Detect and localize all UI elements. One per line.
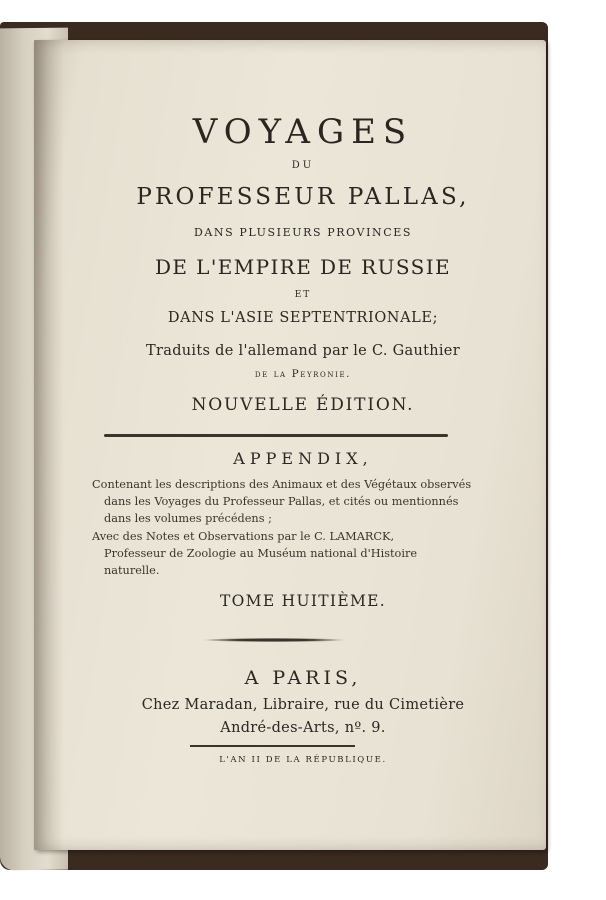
contenant-line: dans les Voyages du Professeur Pallas, et cités ou mentionnés [104, 495, 459, 509]
avec-line: Professeur de Zoologie au Muséum national d'Histoire [104, 547, 418, 561]
contenant-line: Contenant les descriptions des Animaux et des Végétaux observés [92, 478, 472, 491]
imprint-address: André-des-Arts, nº. 9. [220, 720, 386, 736]
imprint-date: L'AN II DE LA RÉPUBLIQUE. [219, 755, 387, 765]
imprint-rule [190, 745, 355, 747]
appendix-heading: APPENDIX, [233, 449, 373, 468]
edition-line: NOUVELLE ÉDITION. [191, 395, 415, 415]
ornamental-rule [204, 638, 344, 642]
title-professeur-pallas: PROFESSEUR PALLAS, [136, 184, 470, 210]
translator-name: de la Peyronie. [254, 368, 352, 380]
title-empire-russie: DE L'EMPIRE DE RUSSIE [154, 255, 452, 279]
title-asie: DANS L'ASIE SEPTENTRIONALE; [167, 310, 439, 326]
imprint-publisher: Chez Maradan, Libraire, rue du Cimetière [141, 697, 465, 713]
avec-paragraph [92, 528, 464, 580]
divider-rule [104, 434, 448, 437]
contenant-line: dans les volumes précédens ; [104, 512, 272, 526]
title-voyages: VOYAGES [192, 112, 414, 152]
avec-line: naturelle. [104, 564, 160, 578]
contenant-paragraph [92, 476, 472, 528]
tome-line: TOME HUITIÈME. [220, 592, 386, 610]
title-du: DU [291, 160, 315, 171]
translator-line: Traduits de l'allemand par le C. Gauthier [146, 343, 460, 359]
title-dans-plusieurs: DANS PLUSIEURS PROVINCES [193, 226, 413, 239]
imprint-place: A PARIS, [244, 667, 362, 689]
title-et: ET [294, 290, 312, 300]
avec-line: Avec des Notes et Observations par le C. LAMARCK, [92, 530, 395, 543]
